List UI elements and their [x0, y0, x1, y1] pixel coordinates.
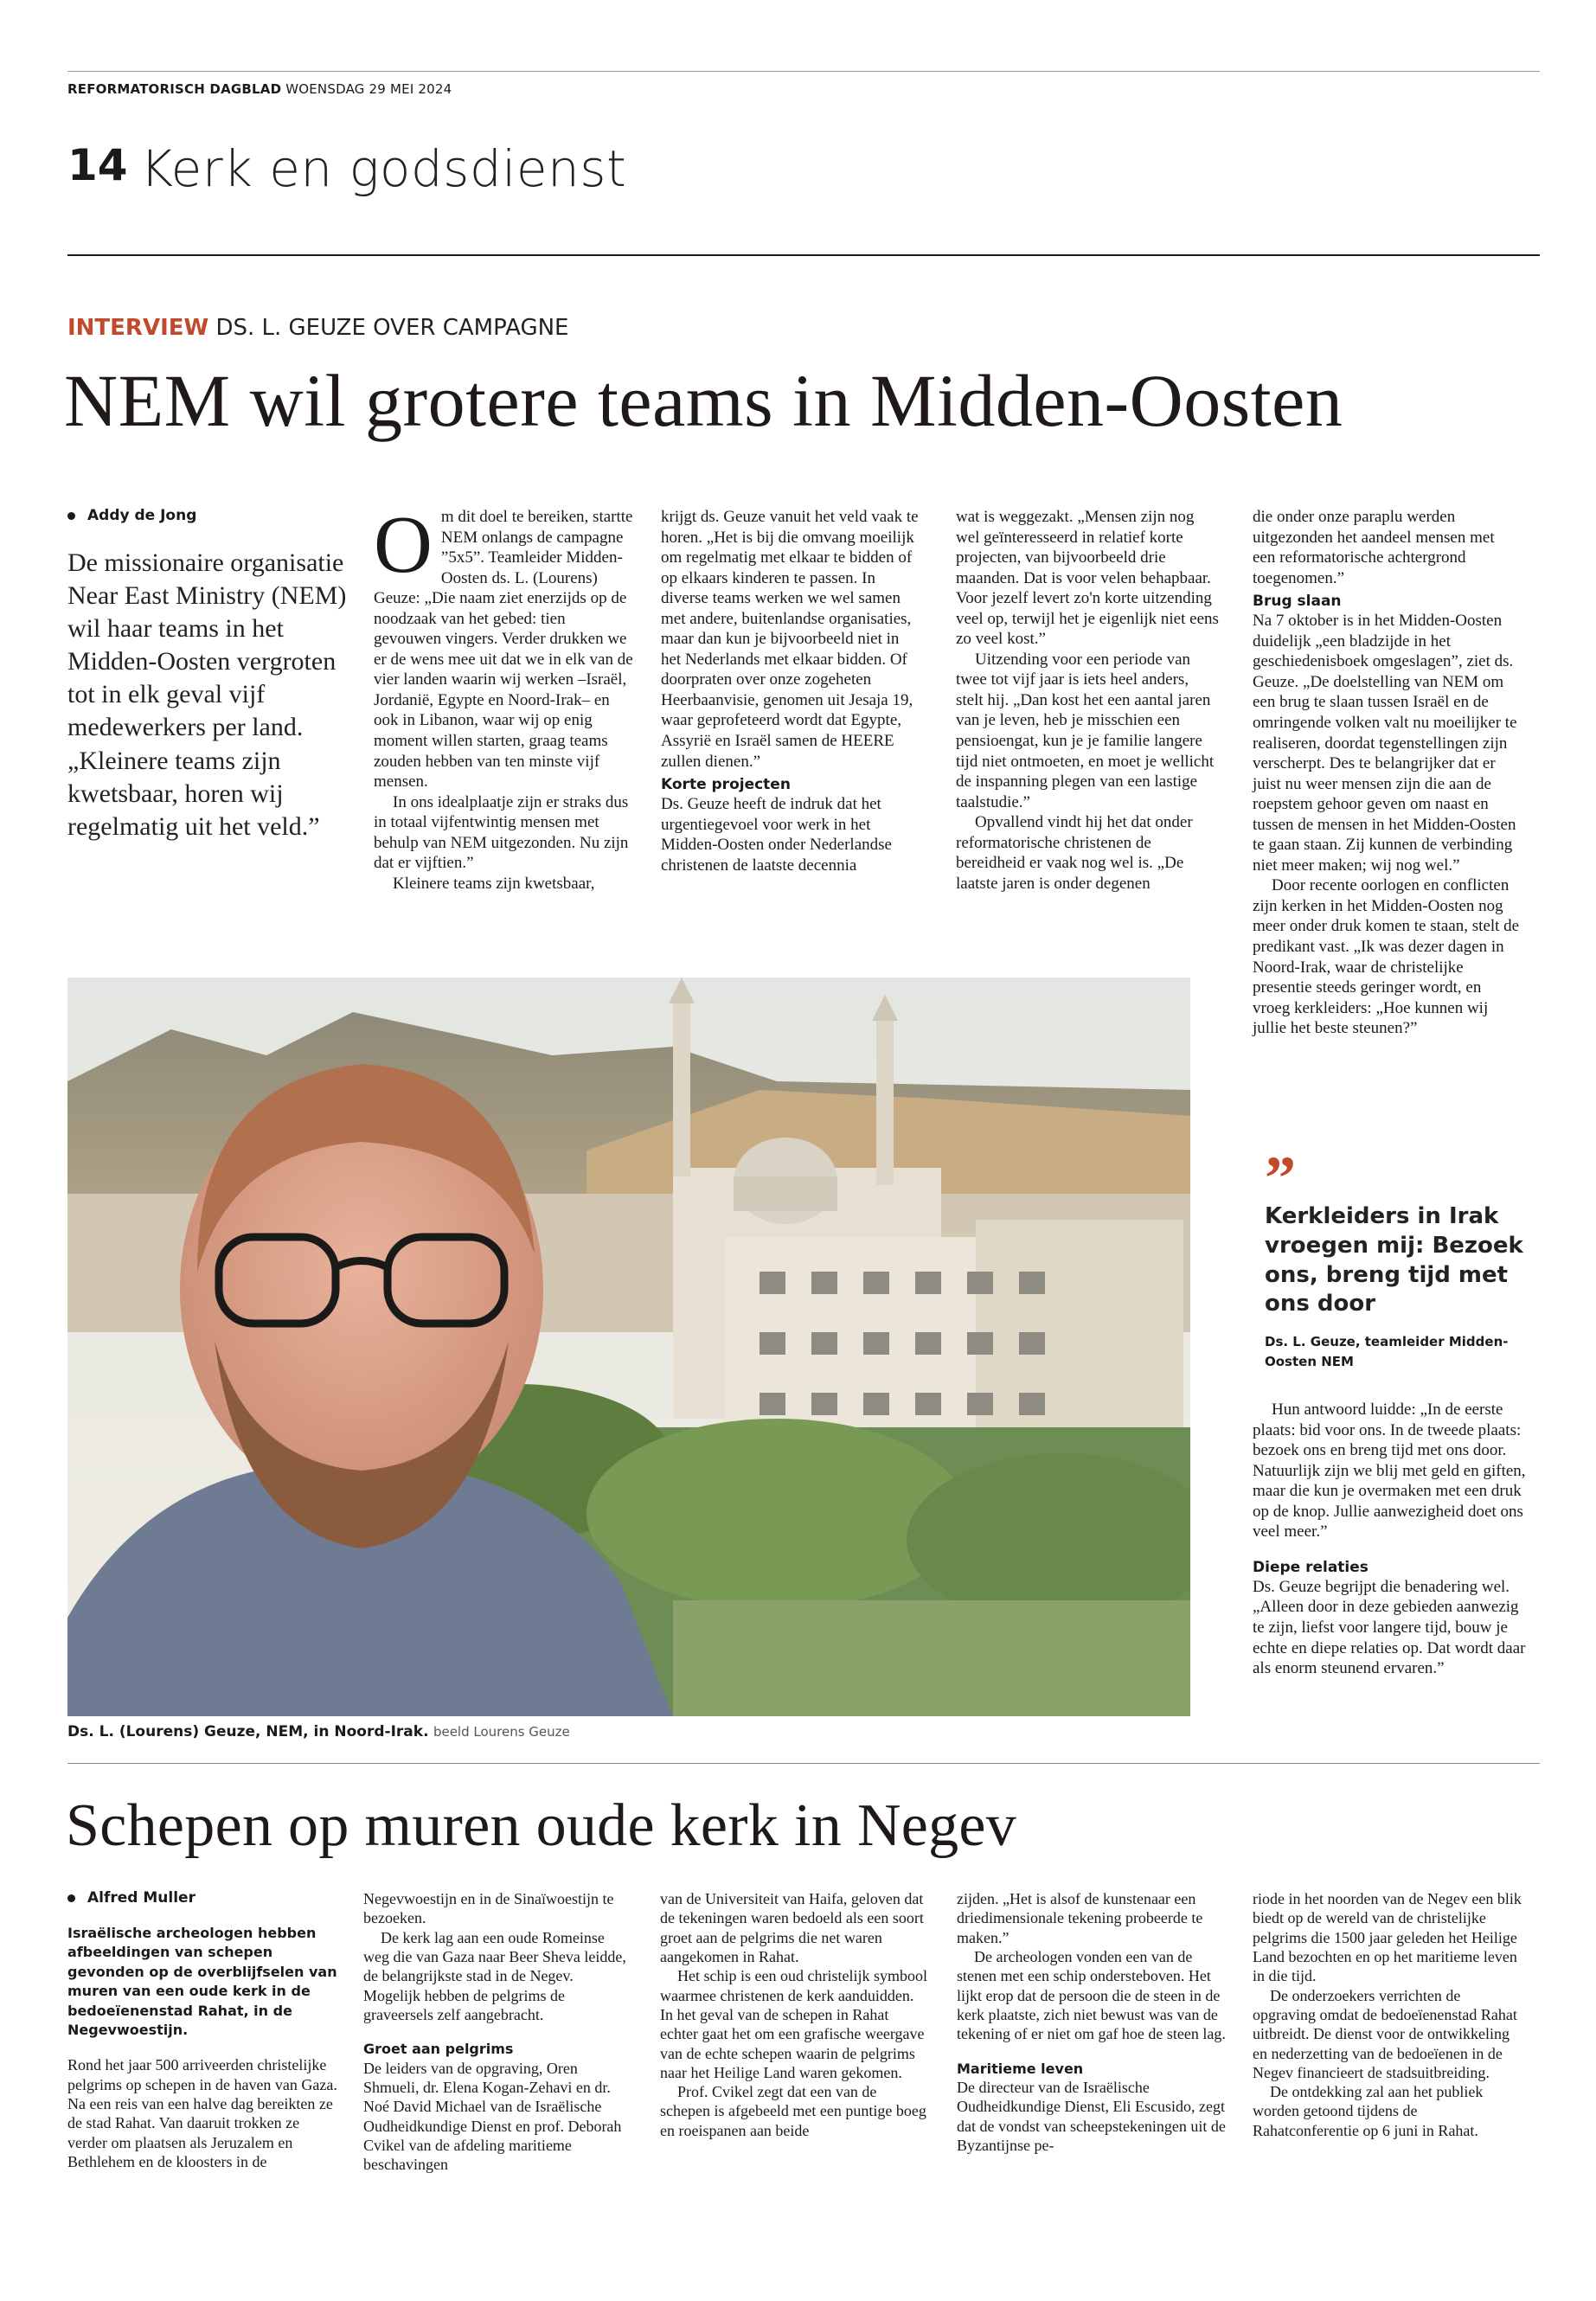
byline-bullet-icon [67, 512, 75, 520]
article1-column-4-bottom [1253, 1400, 1526, 1679]
page-number: 14 [67, 140, 128, 190]
article-divider [67, 1763, 1540, 1764]
paragraph: riode in het noorden van de Negev een blik biedt op de wereld van de christelijke pelgrims die 1500 jaar geleden het Heilige Land bezochten en op het maritieme leven in die tijd. [1253, 1890, 1522, 1985]
paragraph: De archeologen vonden een van de stenen met een schip ondersteboven. Het lijkt erop dat de persoon die de steen in de kerk plaatste, zich niet bewust was van de tekening of er niet om gaf hoe de steen lag. [957, 1947, 1226, 2043]
article1-column-2 [661, 507, 920, 875]
subheading-diepe-relaties: Diepe relaties [1253, 1558, 1368, 1576]
subheading-groet-aan-pelgrims: Groet aan pelgrims [363, 2041, 514, 2058]
article2-column-1 [67, 1924, 337, 2171]
headline-2: Schepen op muren oude kerk in Negev [66, 1792, 1017, 1859]
paragraph: van de Universiteit van Haifa, geloven dat de tekeningen waren bedoeld als een soort groet aan de pelgrims die net waren aangekomen in Rahat. [660, 1890, 924, 1965]
paragraph: Negevwoestijn en in de Sinaïwoestijn te bezoeken. [363, 1890, 614, 1927]
article2-lead: Israëlische archeologen hebben afbeeldingen van schepen gevonden op de overblijfselen van muren van een oude kerk in de bedoeïenenstad Rahat, in de Negevwoestijn. [67, 1925, 337, 2038]
paragraph: De directeur van de Israëlische Oudheidkundige Dienst, Eli Escusido, zegt dat de vondst van scheepstekeningen uit de Byzantijnse pe- [957, 2079, 1226, 2155]
byline-author: Addy de Jong [87, 507, 197, 524]
article2-column-2 [363, 1889, 633, 2175]
quote-mark-icon: ” [1265, 1144, 1296, 1213]
paragraph: De kerk lag aan een oude Romeinse weg die van Gaza naar Beer Sheva leidde, de belangrijkste stad in de Negev. Mogelijk hebben de pelgrims de graveersels zelf aangebracht. [363, 1928, 626, 2023]
paragraph: Opvallend vindt hij het dat onder reformatorische christenen de bereidheid er vaak nog wel is. „De laatste jaren is onder degenen [956, 813, 1193, 893]
headline: NEM wil grotere teams in Midden-Oosten [64, 359, 1343, 442]
paragraph: De leiders van de opgraving, Oren Shmueli, dr. Elena Kogan-Zehavi en dr. Noé David Michael van de Israëlische Oudheidkundige Dienst en prof. Deborah Cvikel van de afdeling maritieme beschavingen [363, 2059, 622, 2174]
article-photo [67, 977, 1190, 1716]
paragraph: In ons idealplaatje zijn er straks dus in totaal vijfentwintig mensen met behulp van NEM uitgezonden. Nu zijn dat er vijftien.” [374, 792, 629, 873]
paragraph: m dit doel te bereiken, startte NEM onlangs de campagne ”5x5”. Teamleider Midden-Oosten ds. L. (Lourens) Geuze: „Die naam ziet enerzijds op de noodzaak van het gebed: tien gevouwen vingers. Verder drukken we er de wens mee uit dat we in elk van de vier landen waarin wij werken –Israël, Jordanië, Egypte en Noord-Irak– en ook in Libanon, waar wij op enig moment willen starten, graag teams zouden hebben van ten minste vijf mensen. [374, 508, 633, 792]
paragraph: Het schip is een oud christelijk symbool waarmee christenen de kerk aanduidden. In het geval van de schepen in Rahat echter gaat het om een grafische weergave van de echte schepen waarin de pelgrims naar het Heilige Land waren gekomen. [660, 1967, 927, 2081]
article1-column-3 [956, 507, 1220, 894]
kicker-label: INTERVIEW [67, 315, 209, 341]
paragraph: Rond het jaar 500 arriveerden christelijke pelgrims op schepen in de haven van Gaza. Na een reis van een halve dag bereikten ze de stad Rahat. Van daaruit trokken ze verder om plaatsen als Jeruzalem en Bethlehem en de kloosters in de [67, 2056, 337, 2170]
dropcap: O [374, 500, 433, 590]
masthead-paper: REFORMATORISCH DAGBLAD [67, 81, 282, 97]
article2-column-3 [660, 1889, 930, 2140]
paragraph: Uitzending voor een periode van twee tot vijf jaar is iets heel anders, stelt hij. „Dan kost het een aantal jaren van je leven, heb je misschien een pensioengat, kun je je familie langere tijd niet ontmoeten, en moet je wellicht de inspanning plegen van een lastige taalstudie.” [956, 650, 1215, 811]
article1-column-4 [1253, 507, 1521, 1039]
paragraph: Kleinere teams zijn kwetsbaar, [393, 874, 595, 893]
paragraph: Ds. Geuze heeft de indruk dat het urgentiegevoel voor werk in het Midden-Oosten onder Nederlandse christenen de laatste decennia [661, 795, 892, 875]
byline [67, 507, 196, 524]
kicker [67, 315, 568, 341]
photo-caption [67, 1723, 570, 1740]
section-title: Kerk en godsdienst [140, 139, 627, 198]
paragraph: wat is weggezakt. „Mensen zijn nog wel geïnteresseerd in relatief korte projecten, van bijvoorbeeld drie maanden. Dat is voor velen behapbaar. Voor jezelf levert zo'n korte uitzending veel op, terwijl het je eigenlijk niet eens zo veel kost.” [956, 508, 1219, 649]
top-rule [67, 71, 1540, 72]
paragraph: De ontdekking zal aan het publiek worden getoond tijdens de Rahatconferentie op 6 juni in Rahat. [1253, 2083, 1484, 2139]
caption-text: Ds. L. (Lourens) Geuze, NEM, in Noord-Irak. [67, 1723, 429, 1740]
byline-bullet-icon [67, 1894, 75, 1902]
subheading-brug-slaan: Brug slaan [1253, 593, 1342, 611]
paragraph: die onder onze paraplu werden uitgezonden het aandeel mensen met een reformatorische achtergrond toegenomen.” [1253, 508, 1495, 587]
kicker-text: DS. L. GEUZE OVER CAMPAGNE [215, 315, 569, 341]
pull-quote: Kerkleiders in Irak vroegen mij: Bezoek ons, breng tijd met ons door [1265, 1203, 1523, 1317]
intro: De missionaire organisatie Near East Ministry (NEM) wil haar teams in het Midden-Oosten vergroten tot in elk geval vijf medewerkers per land. „Kleinere teams zijn kwetsbaar, horen wij regelmatig uit het veld.” [67, 548, 347, 841]
masthead [67, 81, 452, 97]
paragraph: Prof. Cvikel zegt dat een van de schepen is afgebeeld met een puntige boeg en roeispanen aan beide [660, 2083, 926, 2139]
byline-author-2: Alfred Muller [87, 1889, 195, 1907]
paragraph: Na 7 oktober is in het Midden-Oosten duidelijk „een bladzijde in het geschiedenisboek omgeslagen”, ziet ds. Geuze. „De doelstelling van NEM om een brug te slaan tussen Israël en de omringende volken valt nu moeilijker te realiseren, doordat tegenstellingen zijn verscherpt. Des te belangrijker dat er juist nu weer mensen zijn die aan de roepstem gehoor geven om naast en tussen de mensen in het Midden-Oosten te gaan staan. Zij kunnen de verbinding niet meer maken; wij nog wel.” [1253, 612, 1517, 875]
paragraph: Hun antwoord luidde: „In de eerste plaats: bid voor ons. In de tweede plaats: bezoek ons en breng tijd met ons door. Natuurlijk zijn we blij met geld en giften, maar die kun je overmaken met een druk op de knop. Jullie aanwezigheid doet ons veel meer.” [1253, 1400, 1526, 1541]
subheading-korte-projecten: Korte projecten [661, 776, 791, 794]
article2-column-4 [957, 1889, 1227, 2155]
paragraph: zijden. „Het is alsof de kunstenaar een driedimensionale tekening probeerde te maken.” [957, 1890, 1203, 1946]
photo-illustration [67, 977, 1190, 1716]
paragraph: Door recente oorlogen en conflicten zijn kerken in het Midden-Oosten nog meer onder druk komen te staan, stelt de predikant vast. „Ik was dezer dagen in Noord-Irak, waar de christelijke presentie steeds geringer wordt, en vroeg kerkleiders: „Hoe kunnen wij jullie het beste steunen?” [1253, 876, 1520, 1038]
paragraph: De onderzoekers verrichten de opgraving omdat de bedoeïenenstad Rahat uitbreidt. De dienst voor de ontwikkeling en nederzetting van de bedoeïenen in de Negev financieert de stadsuitbreiding. [1253, 1986, 1517, 2081]
article2-column-5 [1253, 1889, 1526, 2140]
masthead-date: WOENSDAG 29 MEI 2024 [285, 81, 452, 97]
paragraph: Ds. Geuze begrijpt die benadering wel. „Alleen door in deze gebieden aanwezig te zijn, liefst voor langere tijd, bouw je echte en diepe relaties op. Dat wordt daar als enorm steunend ervaren.” [1253, 1577, 1526, 1678]
article1-column-1 [374, 500, 637, 894]
byline-2 [67, 1889, 195, 1907]
subheading-maritieme-leven: Maritieme leven [957, 2060, 1084, 2077]
section-rule [67, 254, 1540, 256]
photo-credit: beeld Lourens Geuze [433, 1724, 570, 1740]
pull-quote-attribution: Ds. L. Geuze, teamleider Midden-Oosten NEM [1265, 1334, 1509, 1369]
paragraph: krijgt ds. Geuze vanuit het veld vaak te horen. „Het is bij die omvang moeilijk om regelmatig met elkaar te bidden of op elkaars kinderen te passen. In diverse teams werken we wel samen met andere, buitenlandse organisaties, maar dan kun je bijvoorbeeld niet in het Nederlands met elkaar bidden. Of doorpraten over onze zogeheten Heerbaanvisie, genomen uit Jesaja 19, waar geprofeteerd wordt dat Egypte, Assyrië en Israël samen de HEERE zullen dienen.” [661, 508, 919, 771]
